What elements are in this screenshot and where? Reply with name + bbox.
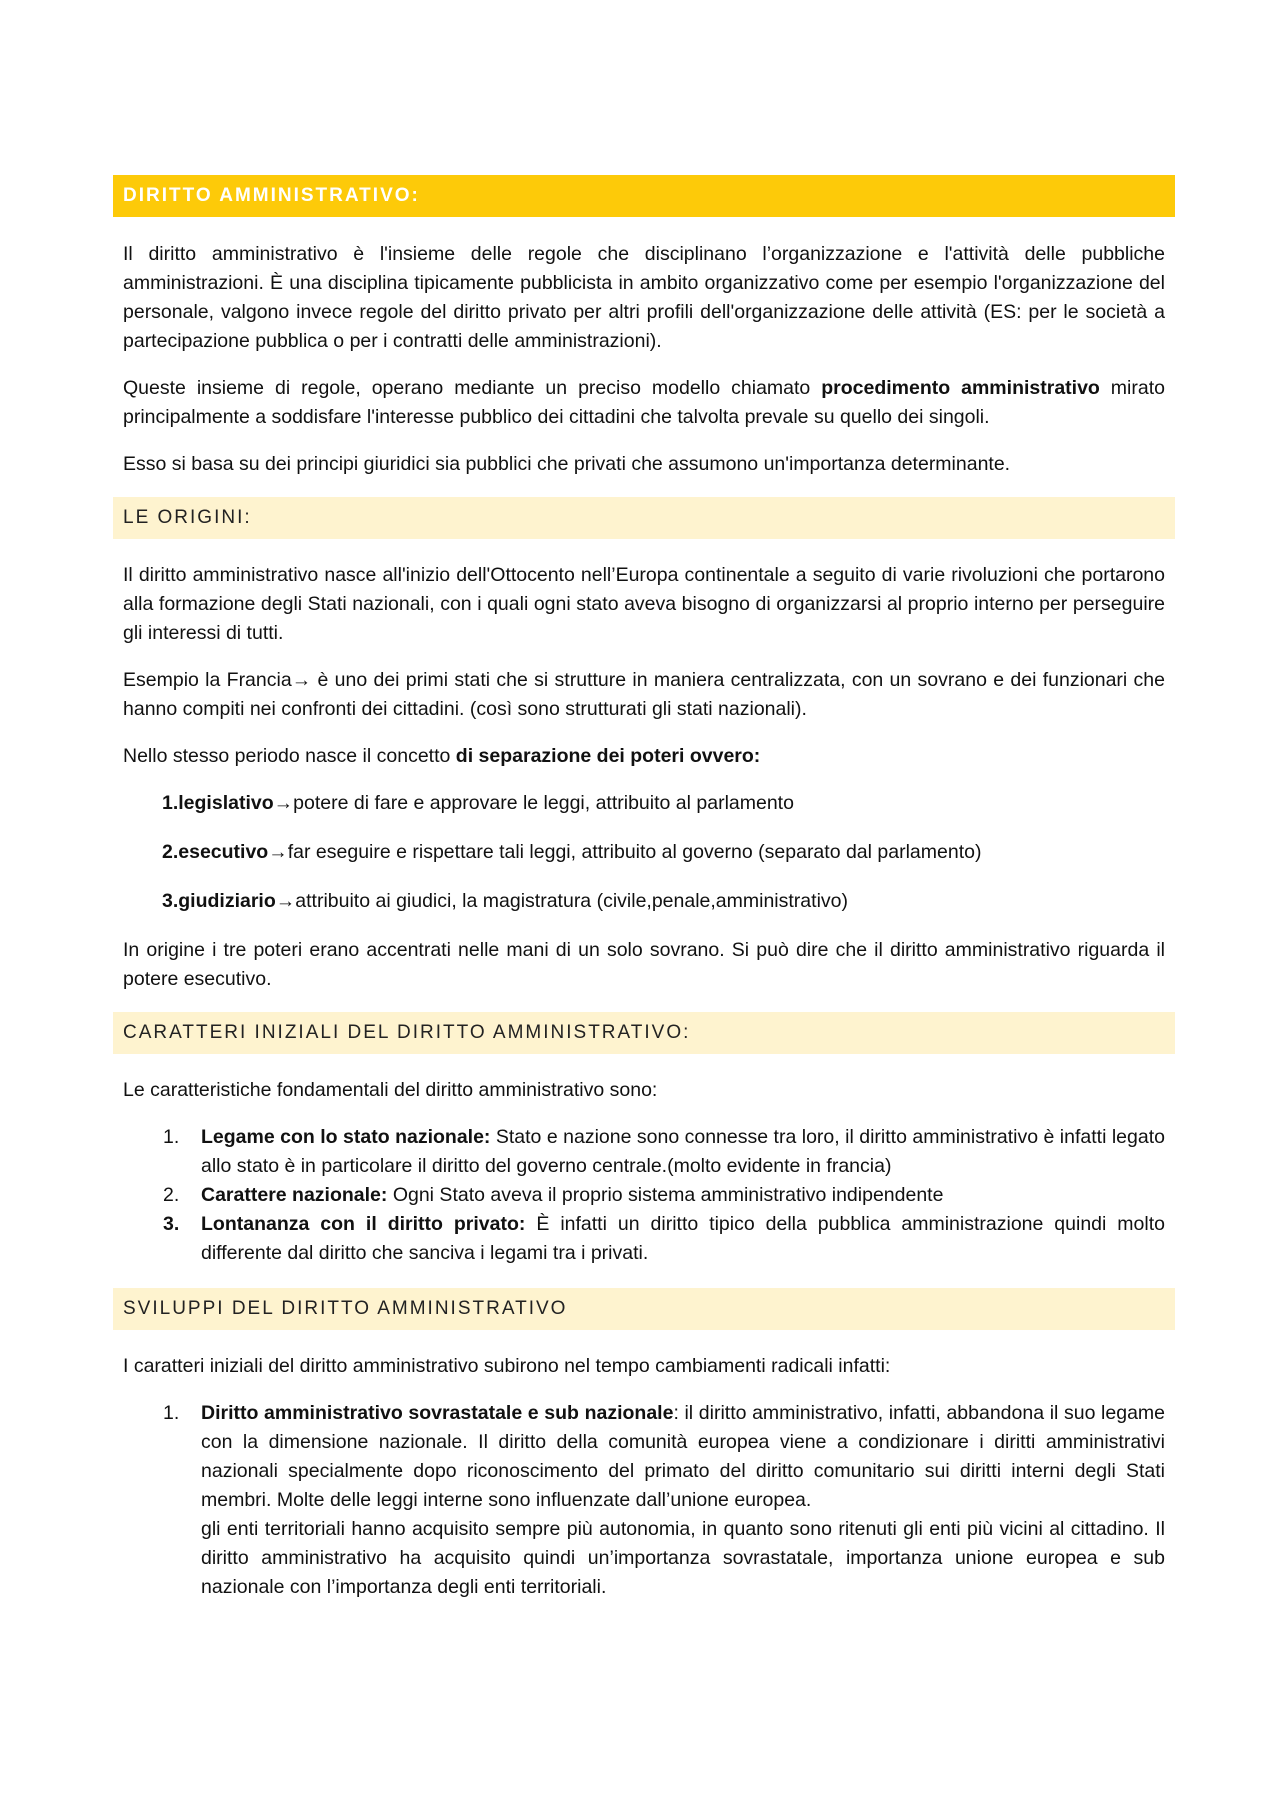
text-run: è uno dei primi stati che si strutture in maniera centralizzata, con un sovrano e dei funzionari che hanno compiti nei confronti dei cittadini. (così sono strutturati gli stati nazionali). (123, 669, 1166, 720)
list-item (123, 1181, 1165, 1210)
paragraph: Esso si basa su dei principi giuridici sia pubblici che privati che assumono un'importanza determinante. (123, 453, 1011, 475)
power-label: 3.giudiziario (162, 890, 276, 912)
paragraph: Il diritto amministrativo è l'insieme delle regole che disciplinano l’organizzazione e l'attività delle pubbliche amministrazioni. È una disciplina tipicamente pubblicista in ambito organizzativo come per esempio l'organizzazione del personale, valgono invece regole del diritto privato per altri profili dell'organizzazione delle attività (ES: per le società a partecipazione pubblica o per i contratti delle amministrazioni). (123, 243, 1165, 352)
text-run: Stato e nazione sono connesse tra loro, il diritto amministrativo è infatti legato allo stato è in particolare il diritto del governo centrale.(molto evidente in francia) (201, 1126, 1165, 1177)
text-run: Esempio la Francia (123, 669, 292, 691)
bold-term: procedimento amministrativo (821, 377, 1100, 399)
paragraph (123, 742, 1165, 771)
arrow-right-icon: → (291, 669, 312, 691)
power-text: attribuito ai giudici, la magistratura (civile,penale,amministrativo) (295, 890, 848, 912)
characteristics-list (123, 1123, 1165, 1268)
paragraph (123, 666, 1165, 724)
power-item-esecutivo (162, 838, 1165, 867)
paragraph: In origine i tre poteri erano accentrati nelle mani di un solo sovrano. Si può dire che il diritto amministrativo riguarda il potere esecutivo. (123, 939, 1165, 990)
arrow-right-icon: → (273, 792, 294, 814)
paragraph: Le caratteristiche fondamentali del diritto amministrativo sono: (123, 1079, 658, 1101)
list-item (123, 1210, 1165, 1268)
text-run: Nello stesso periodo nasce il concetto (123, 745, 456, 767)
text-run: È infatti un diritto tipico della pubblica amministrazione quindi molto differente dal diritto che sanciva i legami tra i privati. (201, 1213, 1165, 1264)
text-run: Queste insieme di regole, operano mediante un preciso modello chiamato (123, 377, 822, 399)
list-number: 2. (163, 1184, 180, 1206)
bold-term: Lontananza con il diritto privato: (201, 1213, 526, 1235)
bold-term: Carattere nazionale: (201, 1184, 388, 1206)
paragraph: I caratteri iniziali del diritto amministrativo subirono nel tempo cambiamenti radicali infatti: (123, 1355, 891, 1377)
text-run: Ogni Stato aveva il proprio sistema amministrativo indipendente (387, 1184, 944, 1206)
section-heading-diritto-amministrativo: DIRITTO AMMINISTRATIVO: (113, 175, 1175, 217)
section-heading-le-origini: LE ORIGINI: (113, 497, 1175, 539)
bold-term: Diritto amministrativo sovrastatale e sub nazionale (201, 1402, 674, 1424)
list-item (123, 1123, 1165, 1181)
developments-list (123, 1399, 1165, 1602)
power-item-legislativo (162, 789, 1165, 818)
paragraph (123, 374, 1165, 432)
paragraph: Il diritto amministrativo nasce all'inizio dell'Ottocento nell’Europa continentale a seguito di varie rivoluzioni che portarono alla formazione degli Stati nazionali, con i quali ogni stato aveva bisogno di organizzarsi al proprio interno per perseguire gli interessi di tutti. (123, 564, 1165, 644)
bold-term: di separazione dei poteri ovvero: (455, 745, 761, 767)
section-heading-caratteri-iniziali: CARATTERI INIZIALI DEL DIRITTO AMMINISTRATIVO: (113, 1012, 1175, 1054)
section-heading-sviluppi: SVILUPPI DEL DIRITTO AMMINISTRATIVO (113, 1288, 1175, 1330)
text-run: mirato principalmente a soddisfare l'interesse pubblico dei cittadini che talvolta prevale su quello dei singoli. (123, 377, 1165, 428)
list-number: 1. (163, 1402, 180, 1424)
list-item (123, 1399, 1165, 1602)
power-label: 2.esecutivo (162, 841, 269, 863)
text-run: : il diritto amministrativo, infatti, abbandona il suo legame con la dimensione nazionale. Il diritto della comunità europea viene a condizionare i diritti amministrativi nazionali specialmente dopo riconoscimento del primato del diritto comunitario sui diritti interni degli Stati membri. Molte delle leggi interne sono influenzate dall’unione europea. (201, 1402, 1166, 1511)
document-body (113, 175, 1175, 1622)
list-number: 3. (163, 1213, 180, 1235)
power-text: far eseguire e rispettare tali leggi, attribuito al governo (separato dal parlamento) (287, 841, 982, 863)
bold-term: Legame con lo stato nazionale: (201, 1126, 491, 1148)
text-run: gli enti territoriali hanno acquisito sempre più autonomia, in quanto sono ritenuti gli enti più vicini al cittadino. Il diritto amministrativo ha acquisito quindi un’importanza sovrastatale, importanza unione europea e sub nazionale con l’importanza degli enti territoriali. (201, 1518, 1165, 1598)
arrow-right-icon: → (275, 890, 296, 912)
power-text: potere di fare e approvare le leggi, attribuito al parlamento (293, 792, 794, 814)
arrow-right-icon: → (268, 841, 288, 863)
power-label: 1.legislativo (162, 792, 274, 814)
list-number: 1. (163, 1126, 180, 1148)
power-item-giudiziario (162, 887, 1165, 916)
